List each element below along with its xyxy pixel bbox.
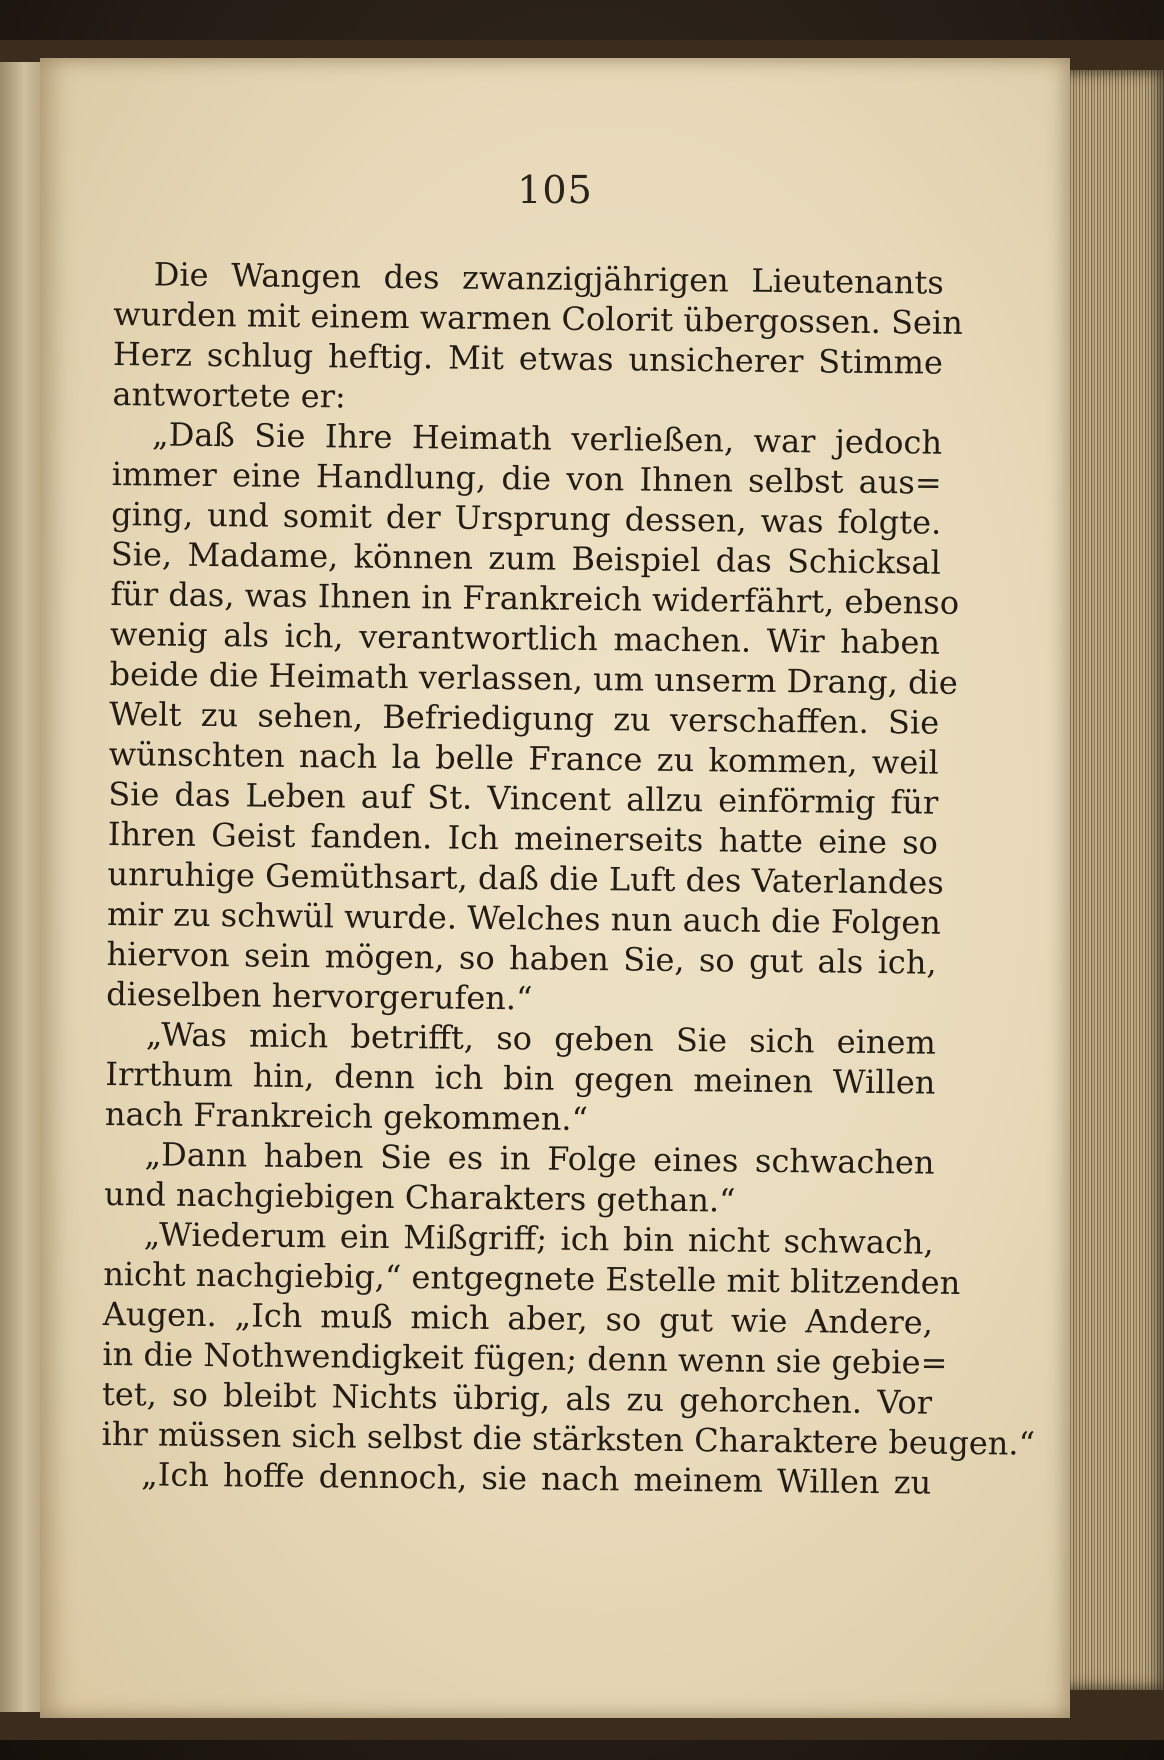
text-line: für das, was Ihnen in Frankreich widerfährt, ebenso (110, 574, 960, 622)
text-line: wurden mit einem warmen Colorit übergossen. Sein (113, 294, 964, 342)
book-page (40, 58, 1070, 1718)
text-line: ging, und somit der Ursprung dessen, was folgte. (111, 494, 942, 542)
text-line: Welt zu sehen, Befriedigung zu verschaffen. Sie (108, 694, 940, 742)
text-line: wünschten nach la belle France zu kommen, weil (108, 734, 939, 782)
text-line: tet, so bleibt Nichts übrig, als zu gehorchen. Vor (101, 1374, 933, 1422)
text-line: in die Nothwendigkeit fügen; denn wenn sie gebie= (102, 1334, 948, 1382)
text-line: „Dann haben Sie es in Folge eines schwachen (144, 1135, 935, 1182)
text-line: Herz schlug heftig. Mit etwas unsicherer Stimme (112, 334, 944, 382)
text-line: nicht nachgiebig,“ entgegnete Estelle mit blitzenden (103, 1254, 961, 1302)
text-line: dieselben hervorgerufen.“ (106, 974, 533, 1018)
page-number: 105 (517, 168, 593, 212)
text-line: beide die Heimath verlassen, um unserm Drang, die (109, 654, 958, 702)
text-line: „Wiederum ein Mißgriff; ich bin nicht schwach, (143, 1215, 934, 1262)
text-line: antwortete er: (112, 374, 347, 416)
text-line: Sie, Madame, können zum Beispiel das Schicksal (110, 534, 942, 582)
page-text (101, 254, 1036, 1503)
text-line: wenig als ich, verantwortlich machen. Wir haben (109, 614, 941, 662)
text-line: Die Wangen des zwanzigjährigen Lieutenants (153, 255, 944, 302)
text-line: „Was mich betrifft, so geben Sie sich einem (145, 1015, 936, 1062)
text-line: Ihren Geist fanden. Ich meinerseits hatte eine so (107, 814, 939, 862)
text-line: „Ich hoffe dennoch, sie nach meinem Willen zu (141, 1455, 932, 1502)
text-line: immer eine Handlung, die von Ihnen selbst aus= (111, 454, 942, 502)
text-line: Irrthum hin, denn ich bin gegen meinen Willen (105, 1054, 936, 1102)
text-line: nach Frankreich gekommen.“ (104, 1094, 589, 1139)
text-line: Augen. „Ich muß mich aber, so gut wie Andere, (102, 1294, 934, 1342)
text-line: ihr müssen sich selbst die stärksten Charaktere beugen.“ (101, 1414, 1036, 1463)
text-line: „Daß Sie Ihre Heimath verließen, war jedoch (151, 415, 943, 462)
left-page-edge (0, 62, 44, 1712)
text-line: unruhige Gemüthsart, daß die Luft des Vaterlandes (107, 854, 944, 902)
text-line: Sie das Leben auf St. Vincent allzu einförmig für (108, 774, 939, 822)
text-line: hiervon sein mögen, so haben Sie, so gut als ich, (106, 934, 937, 982)
text-line: und nachgiebigen Charakters gethan.“ (103, 1174, 736, 1220)
text-line: mir zu schwül wurde. Welches nun auch die Folgen (106, 894, 942, 942)
